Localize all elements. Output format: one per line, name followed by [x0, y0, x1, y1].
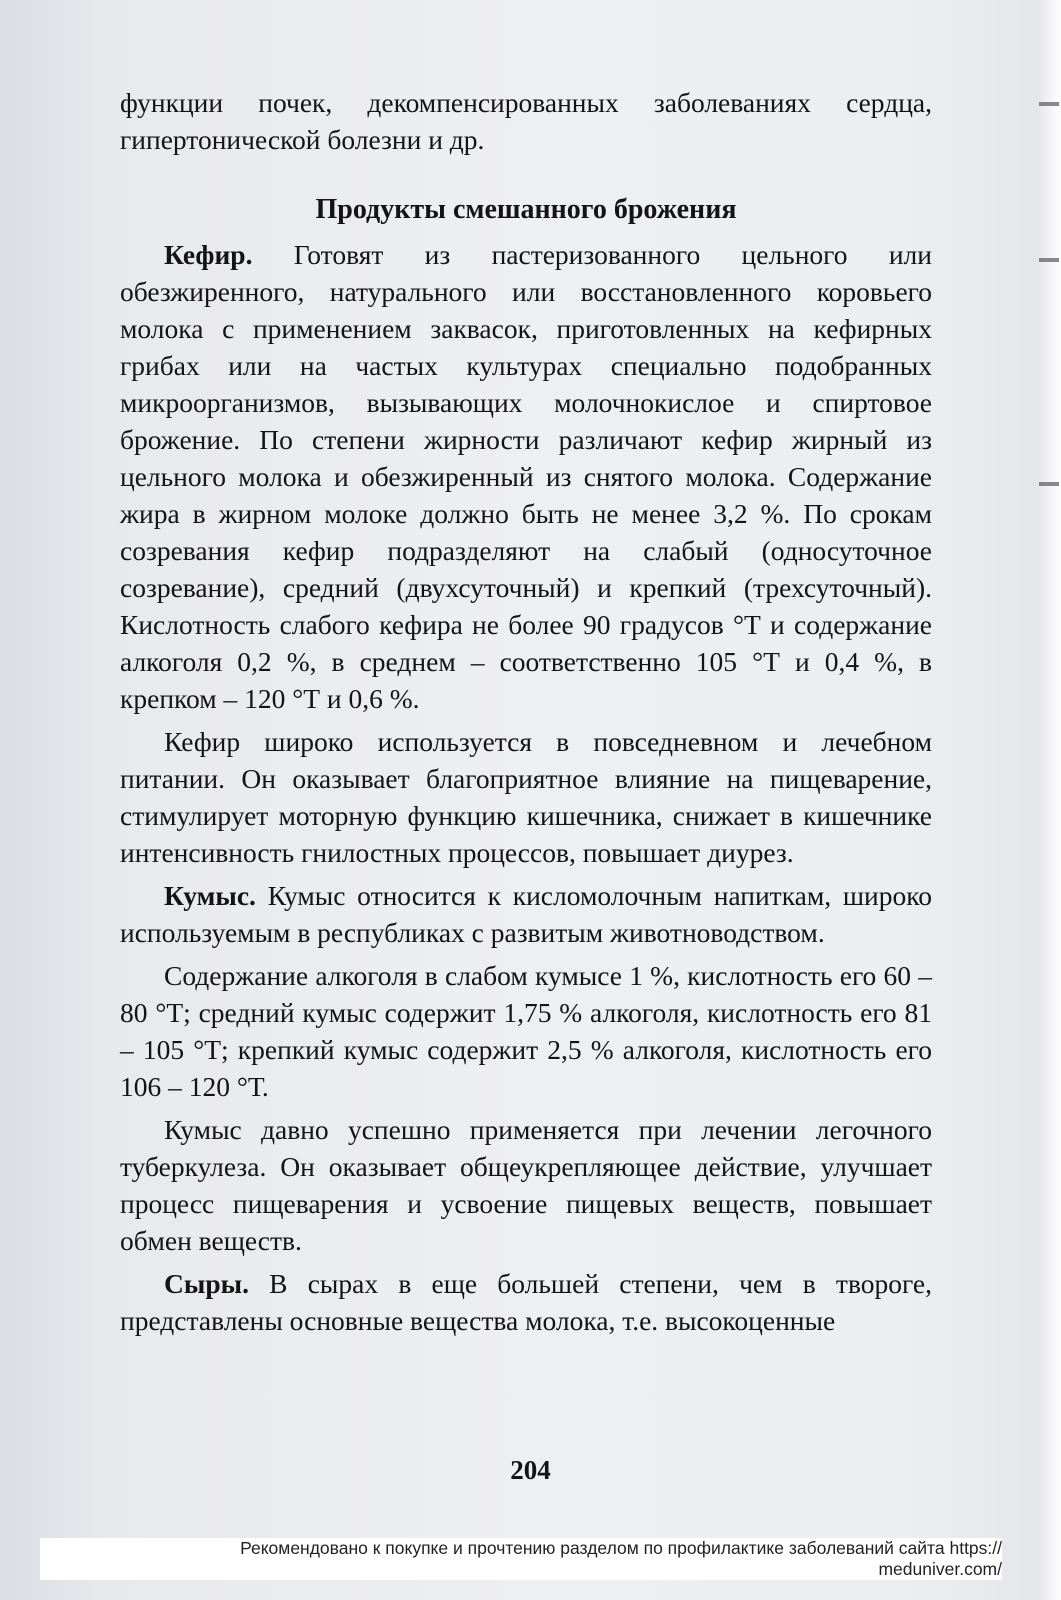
- paragraph-text: В сырах в еще большей степени, чем в твороге, представлены основные вещества молока, т.е. высокоценные: [120, 1268, 932, 1336]
- paragraph-text: Кумыс относится к кисломолочным напиткам, широко используемым в республиках с развитым животноводством.: [120, 880, 932, 948]
- paragraph-text: Кефир широко используется в повседневном и лечебном питании. Он оказывает благоприятное влияние на пищеварение, стимулирует моторную функцию кишечника, снижает в кишечнике интенсивность гнилостных процессов, повышает диурез.: [120, 726, 932, 868]
- term-cheese: Сыры.: [164, 1268, 249, 1299]
- paragraph-text: Содержание алкоголя в слабом кумысе 1 %, кислотность его 60 – 80 °Т; средний кумыс содержит 1,75 % алкоголя, кислотность его 81 – 105 °Т; крепкий кумыс содержит 2,5 % алкоголя, кислотность его 106 – 120 °Т.: [120, 960, 932, 1102]
- intro-text: функции почек, декомпенсированных заболеваниях сердца, гипертонической болезни и др.: [120, 87, 932, 155]
- paragraph-kumys: [120, 877, 932, 951]
- footer-line: Рекомендовано к покупке и прочтению разделом по профилактике заболеваний сайта https://: [240, 1538, 1002, 1558]
- section-heading: Продукты смешанного брожения: [315, 194, 737, 225]
- page-edge: [1039, 0, 1061, 1600]
- page-content: [120, 84, 932, 1339]
- edge-mark: [1039, 102, 1059, 106]
- footer-line: meduniver.com/: [878, 1559, 1002, 1579]
- edge-mark: [1039, 482, 1059, 486]
- page-number: 204: [510, 1455, 551, 1485]
- paragraph-text: Готовят из пастеризованного цельного или обезжиренного, натурального или восстановленного коровьего молока с применением заквасок, приготовленных на кефирных грибах или на частых культурах специально подобранных микроорганизмов, вызывающих молочнокислое и спиртовое брожение. По степени жирности различают кефир жирный из цельного молока и обезжиренный из снятого молока. Содержание жира в жирном молоке должно быть не менее 3,2 %. По срокам созревания кефир подразделяют на слабый (односуточное созревание), средний (двухсуточный) и крепкий (трехсуточный). Кислотность слабого кефира не более 90 градусов °Т и содержание алкоголя 0,2 %, в среднем – соответственно 105 °Т и 0,4 %, в крепком – 120 °Т и 0,6 %.: [120, 239, 932, 714]
- paragraph-kefir-use: [120, 723, 932, 871]
- paragraph-kumys-use: [120, 1111, 932, 1259]
- paragraph-cheese: [120, 1265, 932, 1339]
- paragraph-kumys-alcohol: [120, 957, 932, 1105]
- term-kumys: Кумыс.: [164, 880, 256, 911]
- footer-note: [40, 1538, 1002, 1580]
- paragraph-text: Кумыс давно успешно применяется при лечении легочного туберкулеза. Он оказывает общеукрепляющее действие, улучшает процесс пищеварения и усвоение пищевых веществ, повышает обмен веществ.: [120, 1114, 932, 1256]
- paragraph-kefir: [120, 236, 932, 717]
- edge-mark: [1039, 258, 1059, 262]
- term-kefir: Кефир.: [164, 239, 253, 270]
